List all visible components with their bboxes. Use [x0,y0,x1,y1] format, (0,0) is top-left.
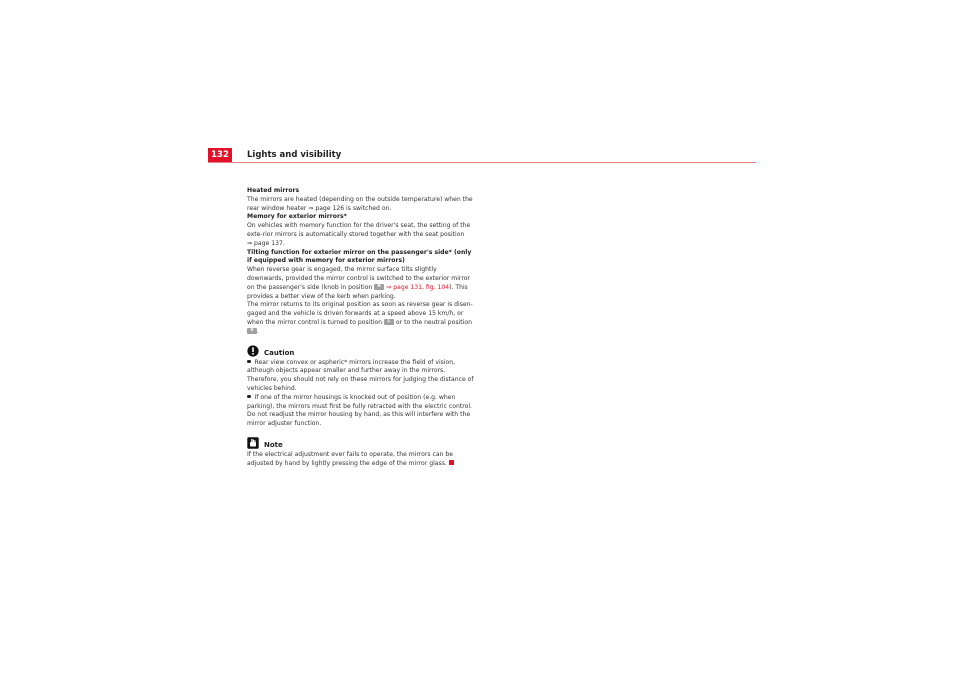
arrow-icon: ⇒ [308,204,314,212]
heading-memory-mirrors: Memory for exterior mirrors* [247,213,347,221]
note-title: Note [264,440,283,449]
arrow-icon: ⇒ [247,239,253,247]
position-l-badge: L [384,319,394,325]
caution-title: Caution [264,348,295,357]
header-divider [208,162,756,163]
figure-reference-link[interactable]: fig. 104 [425,283,450,291]
caution-header [247,345,475,357]
end-of-section-icon [449,460,454,465]
main-content [247,187,475,469]
caution-bullet: If one of the mirror housings is knocked out of position (e.g. when parking), the mirrors must first be fully retracted with the electric control. Do not readjust the mirror housing by hand, as this will interfere with the mirror adjuster function. [247,393,472,428]
page-number: 132 [208,148,232,162]
position-0-badge: 0 [247,328,257,334]
note-hand-icon [247,437,259,449]
note-text: If the electrical adjustment ever fails to operate, the mirrors can be adjusted by hand by lightly pressing the edge of the mirror glass. [247,450,454,467]
bullet-icon [247,395,251,399]
paragraph-tilting-2: The mirror returns to its original position as soon as reverse gear is disen-gaged and the vehicle is driven forwards at a speed above 15 km/h, or when the mirror control is turned to position L or to the neutral position 0 . [247,301,473,335]
paragraph-memory-mirrors: On vehicles with memory function for the driver's seat, the setting of the exte-rior mirrors is automatically stored together with the seat position ⇒ page 137. [247,222,471,247]
bullet-icon [247,360,251,364]
note-header [247,437,475,449]
heading-tilting-function: Tilting function for exterior mirror on the passenger's side* (only if equipped with memory for exterior mirrors) [247,248,472,265]
heading-heated-mirrors: Heated mirrors [247,187,300,194]
position-r-badge: R [374,284,384,290]
warning-icon [247,345,259,357]
section-title: Lights and visibility [247,150,342,160]
page-reference-link[interactable]: page 131 [393,283,423,291]
paragraph-heated-mirrors: The mirrors are heated (depending on the outside temperature) when the rear window heater ⇒ page 126 is switched on. [247,195,473,212]
paragraph-tilting-1: When reverse gear is engaged, the mirror surface tilts slightly downwards, provided the mirror control is switched to the exterior mirror on the passenger's side (knob in position R ⇒ page 131, fig. 104). This provides a better view of the kerb when parking. [247,266,470,300]
caution-bullet: Rear view convex or aspheric* mirrors increase the field of vision, although objects appear smaller and further away in the mirrors. Therefore, you should not rely on these mirrors for judging the distance of vehicles behind. [247,358,474,392]
